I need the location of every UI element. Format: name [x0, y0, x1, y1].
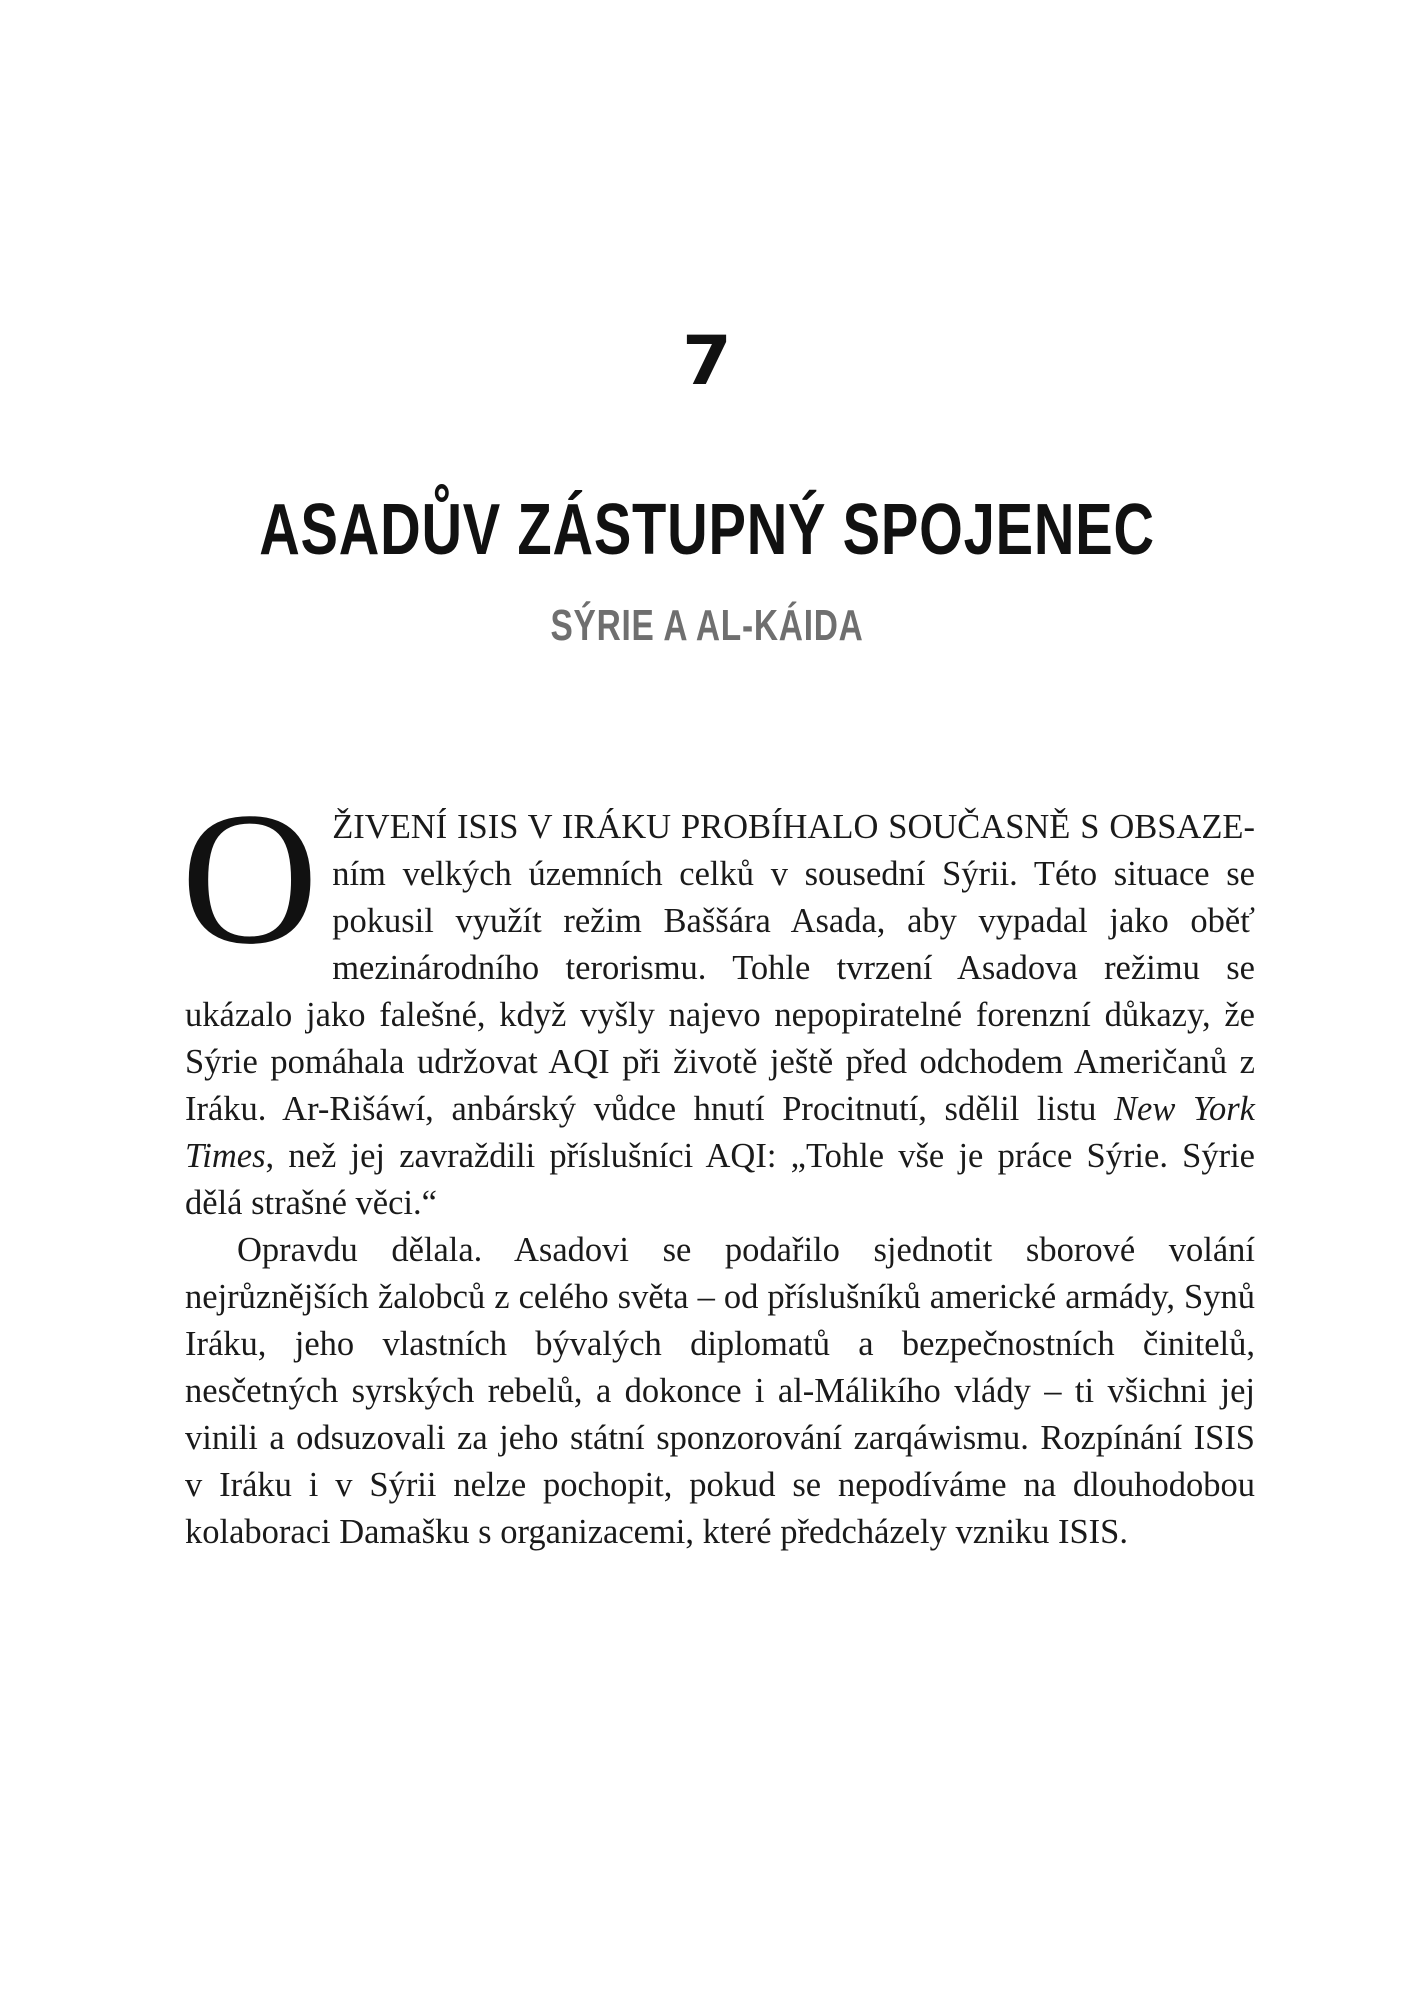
paragraph-1-text: ním velkých územních celků v sousední Sýrii. Této situace se pokusil využít režim Baššára Asada, aby vypadal jako oběť mezinárodního terorismu. Tohle tvrzení Asadova režimu se ukázalo jako falešné, když vyšly najevo nepopiratelné forenzní důkazy, že Sýrie pomáhala udržovat AQI při životě ještě před odchodem Američanů z Iráku. Ar-Rišáwí, anbárský vůdce hnutí Procitnutí, sdělil listu — [185, 855, 1255, 1128]
paragraph-2: Opravdu dělala. Asadovi se podařilo sjednotit sborové volání nejrůznějších žalobců z celého světa – od příslušníků americké armády, Synů Iráku, jeho vlastních bývalých diplomatů a bezpečnostních činitelů, nesčetných syrských rebelů, a dokonce i al-Málikího vlády – ti všichni jej vinili a odsuzovali za jeho státní sponzorování zarqáwismu. Rozpínání ISIS v Iráku i v Sýrii nelze pochopit, pokud se nepodíváme na dlouhodobou kolaboraci Damašku s organizacemi, které předcházely vzniku ISIS. — [185, 1231, 1255, 1551]
drop-cap: O — [181, 774, 319, 984]
lead-in-caps: ŽIVENÍ ISIS V IRÁKU PROBÍHALO SOUČASNĚ S OBSAZE — [332, 808, 1244, 846]
paragraph-1-text-end: , než jej zavraždili příslušníci AQI: „Tohle vše je práce Sýrie. Sýrie dělá strašné věci.“ — [185, 1137, 1255, 1222]
italic-title: New York Times — [185, 1090, 1255, 1175]
chapter-title: ASADŮV ZÁSTUPNÝ SPOJENEC — [259, 490, 1155, 570]
chapter-body — [181, 774, 1255, 1556]
chapter-number: 7 — [682, 322, 732, 401]
chapter-subtitle: SÝRIE A AL-KÁIDA — [550, 601, 864, 650]
paragraph-1: OŽIVENÍ ISIS V IRÁKU PROBÍHALO SOUČASNĚ S OBSAZE-ním velkých územních celků v sousední Sýrii. Této situace se pokusil využít režim Baššára Asada, aby vypadal jako oběť mezinárodního terorismu. Tohle tvrzení Asadova režimu se ukázalo jako falešné, když vyšly najevo nepopiratelné forenzní důkazy, že Sýrie pomáhala udržovat AQI při životě ještě před odchodem Američanů z Iráku. Ar-Rišáwí, anbárský vůdce hnutí Procitnutí, sdělil listu New York Times, než jej zavraždili příslušníci AQI: „Tohle vše je práce Sýrie. Sýrie dělá strašné věci.“ — [181, 774, 1255, 1222]
